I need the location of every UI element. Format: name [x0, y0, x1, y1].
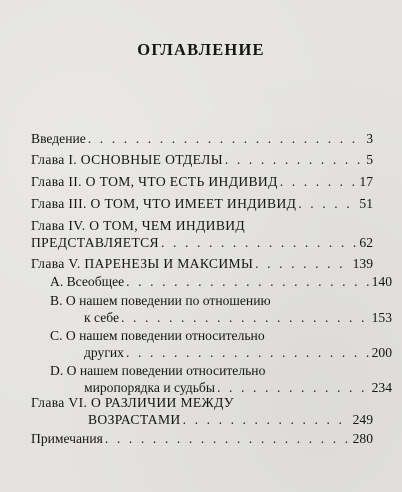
toc-entry-title: А. Всеобщее	[50, 274, 125, 289]
toc-page-number: 280	[352, 431, 373, 446]
toc-page-number: 3	[366, 131, 373, 146]
toc-entry-title: Примечания	[31, 431, 103, 446]
toc-page-number: 62	[359, 235, 373, 250]
toc-entry-introduction	[31, 130, 373, 147]
toc-entry-title-continued: других	[84, 345, 124, 360]
toc-page-number: 153	[371, 310, 392, 325]
toc-entry-title-continued: миропорядка и судьбы	[84, 380, 215, 395]
dot-leader	[280, 173, 358, 190]
page-title: ОГЛАВЛЕНИЕ	[137, 40, 265, 59]
toc-entry-section-c	[31, 327, 392, 361]
dot-leader	[183, 411, 351, 428]
toc-entry-title: Глава VI. О РАЗЛИЧИИ МЕЖДУ	[31, 395, 234, 410]
toc-entry-title-continued: ПРЕДСТАВЛЯЕТСЯ	[31, 235, 159, 250]
toc-page-number: 140	[371, 274, 392, 289]
toc-entry-title: Глава III. О ТОМ, ЧТО ИМЕЕТ ИНДИВИД	[31, 196, 297, 211]
toc-entry-section-b	[31, 292, 392, 326]
toc-entry-title: Глава II. О ТОМ, ЧТО ЕСТЬ ИНДИВИД	[31, 174, 278, 189]
toc-entry-title: Глава V. ПАРЕНЕЗЫ И МАКСИМЫ	[31, 256, 254, 271]
toc-entry-chapter-2	[31, 173, 373, 190]
toc-entry-chapter-1	[31, 151, 373, 168]
toc-page-number: 51	[359, 196, 373, 211]
toc-entry-title: В. О нашем поведении по отношению	[50, 293, 271, 308]
toc-entry-chapter-5	[31, 255, 373, 272]
dot-leader	[126, 273, 369, 290]
toc-entry-chapter-3	[31, 195, 373, 212]
toc-entry-title: Глава IV. О ТОМ, ЧЕМ ИНДИВИД	[31, 218, 246, 233]
toc-page-number: 234	[371, 380, 392, 395]
toc-entry-title: Глава I. ОСНОВНЫЕ ОТДЕЛЫ	[31, 152, 223, 167]
toc-page-number: 139	[352, 256, 373, 271]
dot-leader	[88, 130, 364, 147]
toc-page-number: 5	[366, 152, 373, 167]
dot-leader	[105, 430, 351, 447]
dot-leader	[255, 255, 350, 272]
toc-entry-section-d	[31, 362, 392, 396]
toc-page-number: 17	[359, 174, 373, 189]
toc-page-number: 200	[371, 345, 392, 360]
dot-leader	[126, 344, 370, 361]
toc-entry-title-continued: к себе	[84, 310, 120, 325]
toc-entry-title-continued: ВОЗРАСТАМИ	[88, 412, 181, 427]
toc-entry-notes	[31, 430, 373, 447]
toc-entry-chapter-4	[31, 217, 373, 251]
dot-leader	[161, 234, 357, 251]
toc-entry-chapter-6	[31, 394, 373, 428]
toc-page-number: 249	[352, 412, 373, 427]
toc-entry-title: D. О нашем поведении относительно	[50, 363, 266, 378]
dot-leader	[298, 195, 357, 212]
dot-leader	[121, 309, 370, 326]
toc-entry-title: Введение	[31, 131, 86, 146]
toc-entry-title: С. О нашем поведении относительно	[50, 328, 265, 343]
dot-leader	[225, 151, 364, 168]
toc-entry-section-a	[31, 273, 392, 290]
